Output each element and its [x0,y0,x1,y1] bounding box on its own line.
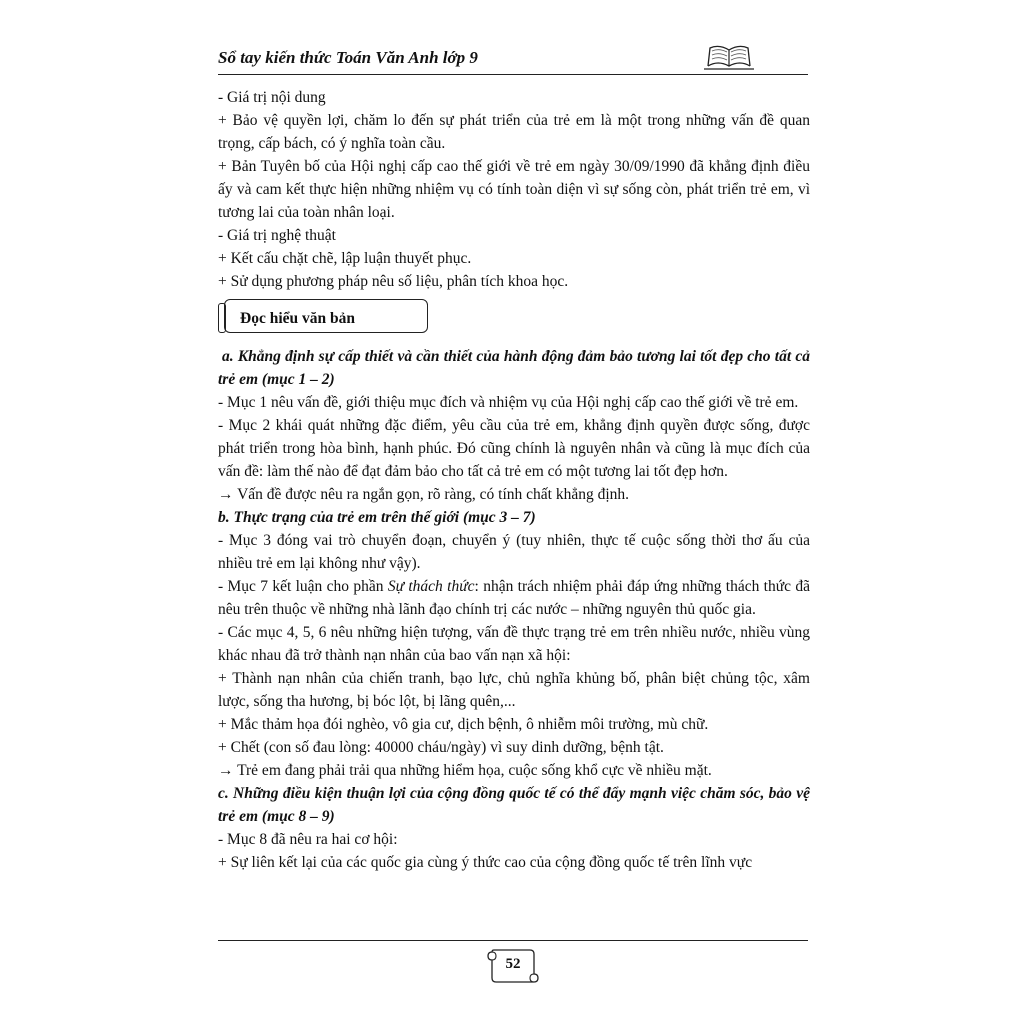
page-number-badge [484,946,542,986]
section-title: Đọc hiểu văn bản [240,310,355,327]
section-a-heading: a. Khẳng định sự cấp thiết và cần thiết của hành động đảm bảo tương lai tốt đẹp cho tất cả trẻ em (mục 1 – 2) [218,348,810,388]
paragraph: - Các mục 4, 5, 6 nêu những hiện tượng, vấn đề thực trạng trẻ em trên nhiều nước, nhiều vùng khác nhau đã trở thành nạn nhân của bao vấn nạn xã hội: [218,624,810,664]
header-title: Sổ tay kiến thức Toán Văn Anh lớp 9 [218,48,478,67]
paragraph: - Giá trị nghệ thuật [218,227,336,244]
open-book-icon [704,42,754,72]
section-b-heading: b. Thực trạng của trẻ em trên thế giới (mục 3 – 7) [218,509,536,526]
paragraph: - Mục 1 nêu vấn đề, giới thiệu mục đích và nhiệm vụ của Hội nghị cấp cao thế giới về trẻ em. [218,394,799,411]
header-divider [218,74,808,75]
page-number: 52 [505,956,521,972]
paragraph: + Chết (con số đau lòng: 40000 cháu/ngày) vì suy dinh dưỡng, bệnh tật. [218,739,664,756]
paragraph: + Thành nạn nhân của chiến tranh, bạo lực, chủ nghĩa khủng bố, phân biệt chủng tộc, xâm lược, sống tha hương, bị bóc lột, bị lãng quên,... [218,670,810,710]
paragraph: - Mục 2 khái quát những đặc điểm, yêu cầu của trẻ em, khẳng định quyền được sống, được phát triển trong hòa bình, hạnh phúc. Đó cũng chính là nguyên nhân và cũng là mục đích của vấn đề: làm thế nào để đạt đảm bảo cho tất cả trẻ em có một tương lai tốt đẹp hơn. [218,417,810,480]
paragraph: + Bản Tuyên bố của Hội nghị cấp cao thế giới về trẻ em ngày 30/09/1990 đã khẳng định điều ấy và cam kết thực hiện những nhiệm vụ có tính toàn diện vì sự sống còn, phát triển trẻ em, vì tương lai của toàn nhân loại. [218,158,810,221]
paragraph: + Sự liên kết lại của các quốc gia cùng ý thức cao của cộng đồng quốc tế trên lĩnh vực [218,854,753,871]
paragraph: → Trẻ em đang phải trải qua những hiểm họa, cuộc sống khổ cực về nhiều mặt. [218,762,712,779]
section-title-box [218,299,430,335]
paragraph: + Kết cấu chặt chẽ, lập luận thuyết phục. [218,250,472,267]
text-run: - Mục 7 kết luận cho phần [218,578,388,595]
paragraph: - Giá trị nội dung [218,89,326,106]
paragraph: - Mục 3 đóng vai trò chuyển đoạn, chuyển ý (tuy nhiên, thực tế cuộc sống thời thơ ấu của nhiều trẻ em lại không như vậy). [218,532,810,572]
section-c-heading: c. Những điều kiện thuận lợi của cộng đồng quốc tế có thể đẩy mạnh việc chăm sóc, bảo vệ trẻ em (mục 8 – 9) [218,785,810,825]
paragraph: → Vấn đề được nêu ra ngắn gọn, rõ ràng, có tính chất khẳng định. [218,486,630,503]
paragraph [218,575,810,621]
page-content [218,86,810,874]
paragraph: + Mắc thảm họa đói nghèo, vô gia cư, dịch bệnh, ô nhiễm môi trường, mù chữ. [218,716,709,733]
italic-term: Sự thách thức [387,578,475,595]
paragraph: - Mục 8 đã nêu ra hai cơ hội: [218,831,398,848]
footer-divider [218,940,808,941]
paragraph: + Bảo vệ quyền lợi, chăm lo đến sự phát triển của trẻ em là một trong những vấn đề quan trọng, cấp bách, có ý nghĩa toàn cầu. [218,112,810,152]
paragraph: + Sử dụng phương pháp nêu số liệu, phân tích khoa học. [218,273,569,290]
page-header [218,42,808,76]
text-run: : nhận trách nhiệm phải đáp ứng những thách thức đã nêu trên thuộc về những nhà lãnh đạo chính trị các nước – những nguyên thủ quốc gia. [218,578,810,618]
